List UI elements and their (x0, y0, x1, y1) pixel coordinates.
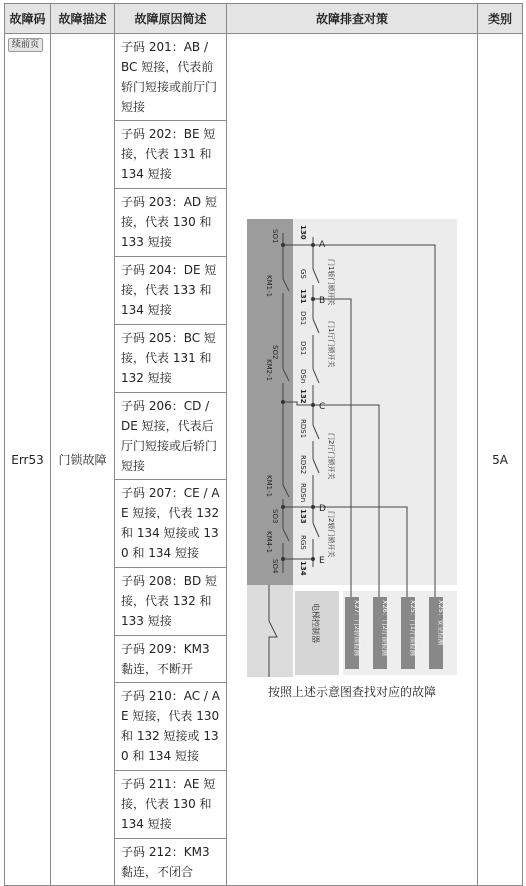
switch-2-label: 门1厅门锁开关 (327, 321, 335, 368)
reason-cell: 子码 204：DE 短接，代表 133 和 134 短接 (115, 257, 227, 325)
point-e: E (319, 556, 325, 566)
so2-label: SO2 (271, 345, 279, 360)
rdsn-label: RDSn (299, 483, 307, 503)
rds2-break (309, 459, 317, 475)
header-category: 类别 (478, 4, 523, 34)
category-cell (478, 34, 523, 886)
km21-label: KM2-1 (265, 359, 273, 382)
so4-label: SO4 (271, 559, 279, 574)
so1-label: SO1 (271, 229, 279, 244)
gs-break (309, 269, 317, 285)
reason-cell: 子码 209：KM3 黏连，不断开 (115, 636, 227, 683)
reason-cell: 子码 202：BE 短接，代表 131 和 134 短接 (115, 121, 227, 189)
km4-break (279, 529, 287, 543)
switch-4-label: 门2轿门锁开关 (327, 511, 335, 558)
reason-cell: 子码 203：AD 短接，代表 130 和 133 短接 (115, 189, 227, 257)
junction-dot (311, 297, 315, 301)
reason-cell: 子码 205：BC 短接，代表 131 和 132 短接 (115, 325, 227, 393)
km11-label: KM1-1 (265, 275, 273, 298)
wire-130-label: 130 (299, 225, 307, 240)
input-x27-label: X27：门2轿锁检测 (353, 600, 361, 656)
reason-cell: 子码 207：CE / AE 短接，代表 132 和 134 短接或 130 和 134 短接 (115, 480, 227, 568)
reason-cell: 子码 208：BD 短接，代表 132 和 133 短接 (115, 568, 227, 636)
switch-1-label: 门1轿门锁开关 (327, 259, 335, 306)
rds1-label: RDS1 (299, 419, 307, 439)
switch-3-label: 门2厅门锁开关 (327, 433, 335, 480)
km1b-break (279, 485, 287, 499)
reason-cell: 子码 210：AC / AE 短接，代表 130 和 132 短接或 130 和 134 短接 (115, 683, 227, 771)
junction-dot (311, 505, 315, 509)
input-x26-label: X26：门2厅锁检测 (381, 600, 389, 656)
junction-dot (311, 403, 315, 407)
reason-cell: 子码 206：CD / DE 短接，代表后厅门短接或后轿门短接 (115, 393, 227, 480)
continued-badge: 续前页 (8, 38, 43, 52)
manual-page (4, 3, 522, 879)
door-lock-panel (293, 219, 457, 585)
km11-break (279, 279, 287, 293)
header-fault-action: 故障排查对策 (227, 4, 478, 34)
junction-dot (281, 557, 285, 561)
junction-dot (311, 557, 315, 561)
fault-desc: 门锁故障 (58, 453, 107, 467)
rds1-break (309, 425, 317, 441)
table-header-row (5, 4, 523, 34)
rgs-break (309, 523, 317, 539)
point-a: A (319, 240, 326, 250)
ds1-break (309, 319, 317, 335)
so3-label: SO3 (271, 509, 279, 524)
km21-break (279, 369, 287, 383)
action-caption: 按照上述示意图查找对应的故障 (267, 685, 436, 699)
junction-dot (281, 400, 285, 404)
header-fault-reason: 故障原因简述 (115, 4, 227, 34)
km1b-label: KM1-1 (265, 475, 273, 498)
ds1-label: DS1 (299, 311, 307, 326)
fault-code-cell (5, 34, 51, 886)
gs-label: GS (299, 269, 307, 279)
junction-dot (281, 505, 285, 509)
point-d: D (319, 504, 326, 514)
door-lock-circuit-diagram (247, 219, 457, 677)
point-b: B (319, 296, 326, 306)
rgs-label: RGS (299, 535, 307, 550)
km4-label: KM4-1 (265, 531, 273, 554)
fault-desc-cell (51, 34, 115, 886)
input-x25-label: X25：门1厅锁检测 (409, 600, 417, 656)
rds2-label: RDS2 (299, 455, 307, 475)
km3-panel (247, 585, 293, 677)
wire-133-label: 133 (299, 509, 307, 524)
junction-dot (311, 243, 315, 247)
wire-132-label: 132 (299, 389, 307, 404)
category-value: 5A (492, 452, 508, 467)
wire-131-label: 131 (299, 289, 307, 304)
junction-dot (281, 243, 285, 247)
reason-cell: 子码 211：AE 短接，代表 130 和 134 短接 (115, 771, 227, 839)
ds1b-label: DS1 (299, 341, 307, 356)
dsn-break (309, 369, 317, 385)
action-cell (227, 34, 478, 886)
dsn-label: DSn (299, 369, 307, 384)
reason-cell: 子码 212：KM3 黏连，不闭合 (115, 839, 227, 886)
fault-table (4, 3, 523, 886)
fault-code: Err53 (11, 452, 44, 467)
wire-134-label: 134 (299, 561, 307, 576)
point-c: C (319, 402, 326, 412)
header-fault-code: 故障码 (5, 4, 51, 34)
input-safety-label: X25：安全检测 (437, 600, 445, 646)
header-fault-desc: 故障描述 (51, 4, 115, 34)
controller-label: 电梯控制器 (311, 603, 320, 643)
reason-cell: 子码 201：AB / BC 短接，代表前轿门短接或前厅门短接 (115, 34, 227, 121)
